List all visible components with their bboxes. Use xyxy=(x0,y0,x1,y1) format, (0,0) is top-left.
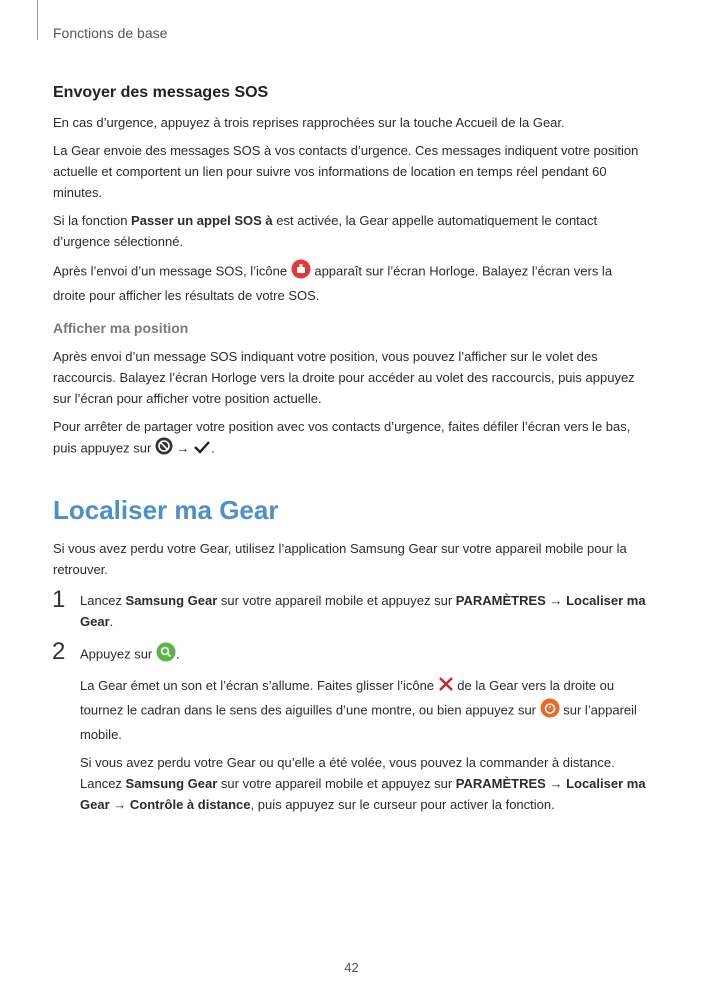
menu-name: Localiser ma Gear xyxy=(80,593,646,629)
text: sur votre appareil mobile et appuyez sur xyxy=(217,593,456,608)
menu-name: Localiser ma Gear xyxy=(80,775,646,812)
text: Après l’envoi d’un message SOS, l’icône xyxy=(53,263,291,279)
margin-rule xyxy=(37,0,38,40)
text: . xyxy=(175,646,180,662)
app-name: Samsung Gear xyxy=(125,593,218,608)
text: Si vous avez perdu votre Gear ou qu’elle a été volée, vous pouvez la commander à distance. Lancez xyxy=(80,754,615,791)
option-name: Passer un appel SOS à xyxy=(131,213,273,228)
text: est activée, la Gear appelle automatiquement le contact d’urgence sélectionné. xyxy=(53,213,598,249)
menu-name: Contrôle à distance xyxy=(129,796,251,812)
step-number: 1 xyxy=(52,586,66,613)
position-heading: Afficher ma position xyxy=(53,320,189,336)
text: Pour arrêter de partager votre position avec vos contacts d’urgence, faites défiler l’écran vers le bas, puis appuyez sur xyxy=(53,419,631,456)
text: Appuyez sur xyxy=(80,646,156,662)
locate-intro: Si vous avez perdu votre Gear, utilisez l’application Samsung Gear sur votre appareil mobile pour la retrouver. xyxy=(53,541,627,577)
stop-sharing-icon xyxy=(155,437,173,461)
text: Si la fonction xyxy=(53,213,132,228)
locate-title: Localiser ma Gear xyxy=(53,495,279,525)
position-paragraph-1: Après envoi d’un message SOS indiquant votre position, vous pouvez l’afficher sur le volet des raccourcis. Balayez l’écran Horloge vers la droite pour accéder au volet des raccourcis, puis appuyez sur l’écran pour afficher votre position actuelle. xyxy=(53,349,635,406)
arrow: → xyxy=(109,796,130,812)
sos-alert-icon xyxy=(291,259,311,285)
sos-paragraph-3 xyxy=(53,210,647,252)
app-name: Samsung Gear xyxy=(125,775,218,791)
text: Lancez xyxy=(80,593,126,608)
text: apparaît sur l’écran Horloge. Balayez l’écran vers la droite pour afficher les résultats de votre SOS. xyxy=(53,263,613,303)
arrow: → xyxy=(172,440,194,456)
close-icon xyxy=(438,676,454,698)
text: La Gear émet un son et l’écran s’allume. Faites glisser l’icône xyxy=(80,678,438,693)
sos-paragraph-1: En cas d’urgence, appuyez à trois reprises rapprochées sur la touche Accueil de la Gear. xyxy=(53,115,565,130)
arrow: → xyxy=(545,775,567,791)
sos-heading: Envoyer des messages SOS xyxy=(53,84,269,101)
text: de la Gear vers la droite ou tournez le cadran dans le sens des aiguilles d’une montre, ou bien appuyez sur xyxy=(80,678,615,717)
step-number: 2 xyxy=(52,638,66,665)
arrow: → xyxy=(545,593,567,608)
step-1 xyxy=(52,586,647,632)
text: , puis appuyez sur le curseur pour activer la fonction. xyxy=(250,796,555,812)
step-2-detail-1 xyxy=(80,675,647,745)
position-paragraph-2 xyxy=(53,416,647,461)
text: . xyxy=(211,440,215,456)
stop-alarm-icon xyxy=(540,698,560,724)
step-2-detail-2 xyxy=(80,752,647,815)
menu-name: PARAMÈTRES xyxy=(455,775,546,791)
sos-paragraph-2: La Gear envoie des messages SOS à vos contacts d’urgence. Ces messages indiquent votre position actuelle et comportent un lien pour suivre vos informations de location en temps réel pendant 60 minutes. xyxy=(53,143,639,200)
sos-paragraph-4 xyxy=(53,259,647,306)
text: sur l’appareil mobile. xyxy=(80,702,637,742)
step-2-text xyxy=(80,642,647,668)
text: sur votre appareil mobile et appuyez sur xyxy=(217,775,456,791)
page-content xyxy=(53,84,647,822)
step-1-text xyxy=(80,590,647,632)
checkmark-icon xyxy=(193,439,211,460)
text: . xyxy=(109,614,114,629)
page-number: 42 xyxy=(344,960,359,975)
menu-name: PARAMÈTRES xyxy=(455,593,546,608)
step-2 xyxy=(52,638,647,815)
section-header: Fonctions de base xyxy=(53,25,168,41)
search-icon xyxy=(156,642,176,668)
